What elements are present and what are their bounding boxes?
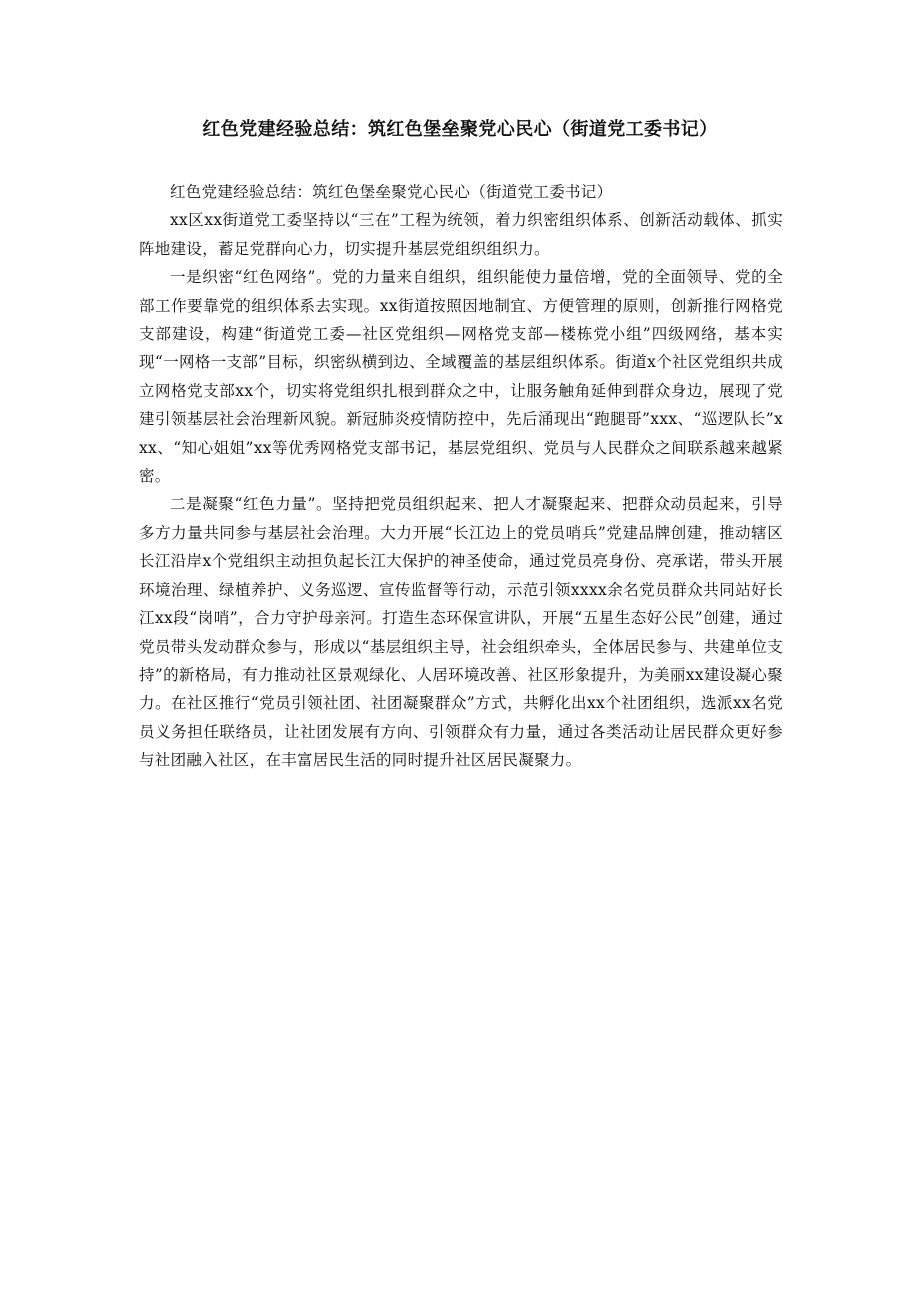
- document-body: [139, 178, 783, 775]
- document-title: 红色党建经验总结：筑红色堡垒聚党心民心（街道党工委书记）: [202, 119, 718, 140]
- paragraph-subtitle: 红色党建经验总结：筑红色堡垒聚党心民心（街道党工委书记）: [170, 183, 613, 201]
- paragraph-intro: xx区xx街道党工委坚持以“三在”工程为统领，着力织密组织体系、创新活动载体、抓实阵地建设，蓄足党群向心力，切实提升基层党组织组织力。: [139, 211, 783, 258]
- paragraph-red-force: 二是凝聚“红色力量”。坚持把党员组织起来、把人才凝聚起来、把群众动员起来，引导多方力量共同参与基层社会治理。大力开展“长江边上的党员哨兵”党建品牌创建，推动辖区长江沿岸x个党组织主动担负起长江大保护的神圣使命，通过党员亮身份、亮承诺，带头开展环境治理、绿植养护、义务巡逻、宣传监督等行动，示范引领xxxx余名党员群众共同站好长江xx段“岗哨”，合力守护母亲河。打造生态环保宣讲队，开展“五星生态好公民”创建，通过党员带头发动群众参与，形成以“基层组织主导，社会组织牵头，全体居民参与、共建单位支持”的新格局，有力推动社区景观绿化、人居环境改善、社区形象提升，为美丽xx建设凝心聚力。在社区推行“党员引领社团、社团凝聚群众”方式，共孵化出xx个社团组织，选派xx名党员义务担任联络员，让社团发展有方向、引领群众有力量，通过各类活动让居民群众更好参与社团融入社区，在丰富居民生活的同时提升社区居民凝聚力。: [139, 495, 783, 770]
- paragraph-red-network: 一是织密“红色网络”。党的力量来自组织，组织能使力量倍增，党的全面领导、党的全部工作要靠党的组织体系去实现。xx街道按照因地制宜、方便管理的原则，创新推行网格党支部建设，构建“街道党工委—社区党组织—网格党支部—楼栋党小组”四级网络，基本实现“一网格一支部”目标，织密纵横到边、全域覆盖的基层组织体系。街道x个社区党组织共成立网格党支部xx个，切实将党组织扎根到群众之中，让服务触角延伸到群众身边，展现了党建引领基层社会治理新风貌。新冠肺炎疫情防控中，先后涌现出“跑腿哥”xxx、“巡逻队长”xxx、“知心姐姐”xx等优秀网格党支部书记，基层党组织、党员与人民群众之间联系越来越紧密。: [139, 268, 783, 486]
